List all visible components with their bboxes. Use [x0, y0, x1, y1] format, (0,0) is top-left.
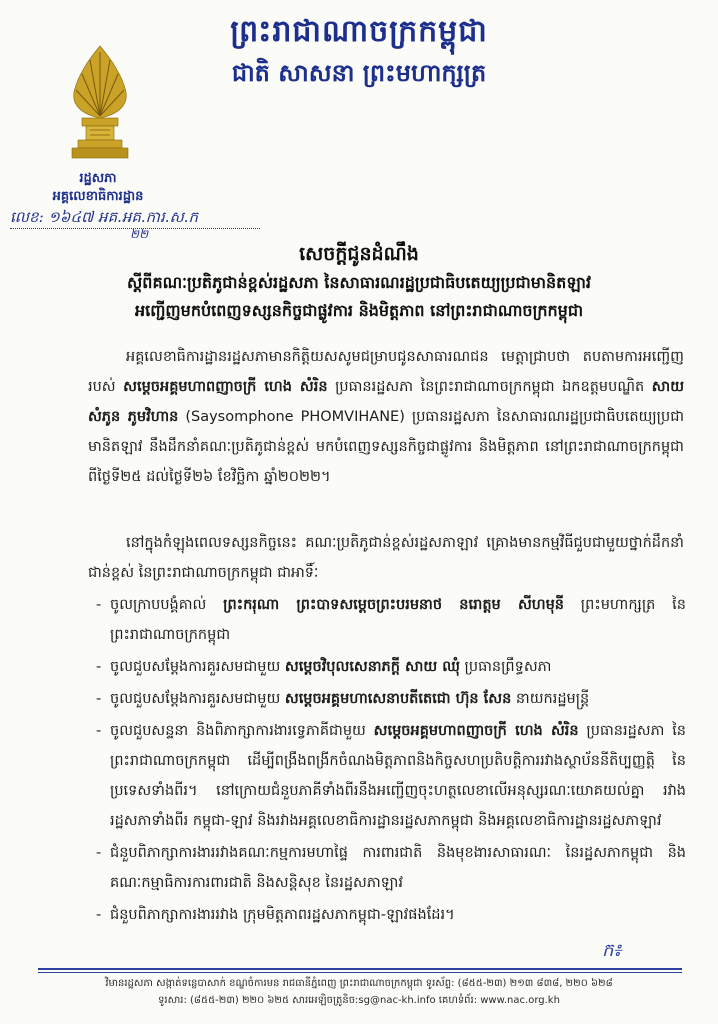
reference-year: ២២ [130, 227, 149, 241]
notice-title: សេចក្តីជូនដំណឹង [299, 243, 419, 265]
item-name: សម្តេចអគ្គមហាសេនាបតីតេជោ ហ៊ុន សែន [284, 691, 512, 707]
item-text: ជំនួបពិភាក្សាការងាររវាងគណៈកម្មការមហាផ្ទៃ ការពារជាតិ និងមុខងារសាធារណៈ នៃរដ្ឋសភាកម្ពុជា និងគណៈកម្មាធិការការពារជាតិ និងសន្តិសុខ នៃរដ្ឋសភាឡាវ [110, 845, 686, 891]
footer-rule-thin [38, 972, 682, 973]
item-text: ចូលជួបសម្តែងការគួរសមជាមួយ [110, 659, 285, 675]
list-dash: - [96, 597, 102, 613]
p1-name-2: សាយ សំភូន ភូមវិហាន [88, 379, 684, 425]
item-text: ជំនួបពិភាក្សាការងាររវាង ក្រុមមិត្តភាពរដ្ឋសភាកម្ពុជា-ឡាវផងដែរ។ [110, 907, 455, 923]
kingdom-heading: ព្រះរាជាណាចក្រកម្ពុជា [230, 14, 488, 49]
list-dash: - [96, 723, 102, 739]
item-name: សម្តេចអគ្គមហាពញាចក្រី ហេង សំរិន [373, 723, 579, 739]
p1-text-c: ប្រធានរដ្ឋសភា នៃព្រះរាជាណាចក្រកម្ពុជា ឯកឧត្តមបណ្ឌិត [327, 379, 652, 395]
p1-text-e: (Saysomphone PHOMVIHANE) ប្រធានរដ្ឋសភា នៃសាធារណរដ្ឋប្រជាធិបតេយ្យប្រជាមានិតឡាវ នឹងដឹកនាំគណៈប្រតិភូជាន់ខ្ពស់ មកបំពេញទស្សនកិច្ចជាផ្លូវការ និងមិត្តភាព នៅព្រះរាជាណាចក្រកម្ពុជា ពីថ្ងៃទី២៥ ដល់ថ្ងៃទី២៦ ខែវិច្ឆិកា ឆ្នាំ២០២២។ [88, 409, 684, 485]
notice-subject-line1: ស្តីពីគណៈប្រតិភូជាន់ខ្ពស់រដ្ឋសភា នៃសាធារណរដ្ឋប្រជាធិបតេយ្យប្រជាមានិតឡាវ [127, 273, 591, 292]
item-text: ចូលជួបសន្ទនា និងពិភាក្សាការងារទ្វេភាគីជាមួយ [110, 723, 374, 739]
list-item [96, 900, 686, 930]
item-text: ព្រះមហាក្សត្រ នៃព្រះរាជាណាចក្រកម្ពុជា [110, 597, 686, 643]
footer-rule [38, 968, 682, 970]
handwritten-initials: ក៖ [602, 940, 622, 961]
footer-contact: ទូរសារ: (៨៥៥-២៣) ២២០ ៦២៥ សារអេឡិចត្រូនិច:sg@nac-kh.info គេហទំព័រ: www.nac.org.kh [158, 995, 560, 1006]
list-dash: - [96, 907, 102, 923]
list-dash: - [96, 691, 102, 707]
item-name: ព្រះករុណា ព្រះបាទសម្តេចព្រះបរមនាថ នរោត្តម សីហមុនី [223, 597, 564, 613]
item-text: ចូលជួបសម្តែងការគួរសមជាមួយ [110, 691, 285, 707]
list-item [96, 652, 686, 682]
p1-name-1: សម្តេចអគ្គមហាពញាចក្រី ហេង សំរិន [123, 379, 328, 395]
list-dash: - [96, 845, 102, 861]
motto-heading: ជាតិ សាសនា ព្រះមហាក្សត្រ [231, 58, 487, 87]
item-text: ប្រធានព្រឹទ្ធសភា [459, 659, 552, 675]
item-text: ចូលក្រាបបង្គំគាល់ [110, 597, 224, 613]
footer-address: វិមានរដ្ឋសភា សង្កាត់ទន្លេបាសាក់ ខណ្ឌចំការមន រាជធានីភ្នំពេញ ព្រះរាជាណាចក្រកម្ពុជា ទូរស័ព្ទ: (៨៥៥-២៣) ២១៣ ៨៣៨, ២២០ ៦២៨ [105, 978, 613, 989]
list-dash: - [96, 659, 102, 675]
item-name: សម្តេចវិបុលសេនាភក្តី សាយ ឈុំ [284, 659, 460, 675]
body-paragraph-1 [88, 342, 684, 492]
p1-text-a: អគ្គលេខាធិការដ្ឋានរដ្ឋសភាមានកិត្តិយសសូមជម្រាបជូនសាធារណជន មេត្តាជ្រាបថា តបតាមការអញ្ជើញរបស់ [88, 349, 684, 395]
item-text: នាយករដ្ឋមន្ត្រី [511, 691, 590, 707]
list-item [96, 716, 687, 836]
national-assembly-emblem-icon [60, 44, 140, 162]
body-paragraph-2: នៅក្នុងកំឡុងពេលទស្សនកិច្ចនេះ គណៈប្រតិភូជាន់ខ្ពស់រដ្ឋសភាឡាវ គ្រោងមានកម្មវិធីជួបជាមួយថ្នាក់ដឹកនាំជាន់ខ្ពស់ នៃព្រះរាជាណាចក្រកម្ពុជា ជាអាទិ៍ៈ [88, 535, 684, 581]
notice-subject-line2: អញ្ជើញមកបំពេញទស្សនកិច្ចជាផ្លូវការ និងមិត្តភាព នៅព្រះរាជាណាចក្រកម្ពុជា [134, 301, 584, 320]
institution-name: រដ្ឋសភា [79, 171, 117, 186]
list-item [96, 684, 686, 714]
item-text: ប្រធានរដ្ឋសភា នៃព្រះរាជាណាចក្រកម្ពុជា ដើម្បីពង្រឹងពង្រីកចំណងមិត្តភាពនិងកិច្ចសហប្រតិបត្តិការរវាងស្ថាប័ននីតិប្បញ្ញត្តិ នៃប្រទេសទាំងពីរ។ នៅក្រោយជំនួបភាគីទាំងពីរនឹងអញ្ជើញចុះហត្ថលេខាលើអនុស្សរណៈយោគយល់គ្នា រវាងរដ្ឋសភាទាំងពីរ កម្ពុជា-ឡាវ និងរវាងអគ្គលេខាធិការដ្ឋានរដ្ឋសភាកម្ពុជា និងអគ្គលេខាធិការដ្ឋានរដ្ឋសភាឡាវ [110, 723, 687, 829]
reference-number: លេខ: ១៦៤៧ អគ.អគ.ការ.ស.ក [10, 208, 199, 226]
list-item [96, 590, 686, 650]
list-item [96, 838, 686, 898]
program-list [96, 590, 687, 932]
institution-department: អគ្គលេខាធិការដ្ឋាន [52, 189, 144, 204]
